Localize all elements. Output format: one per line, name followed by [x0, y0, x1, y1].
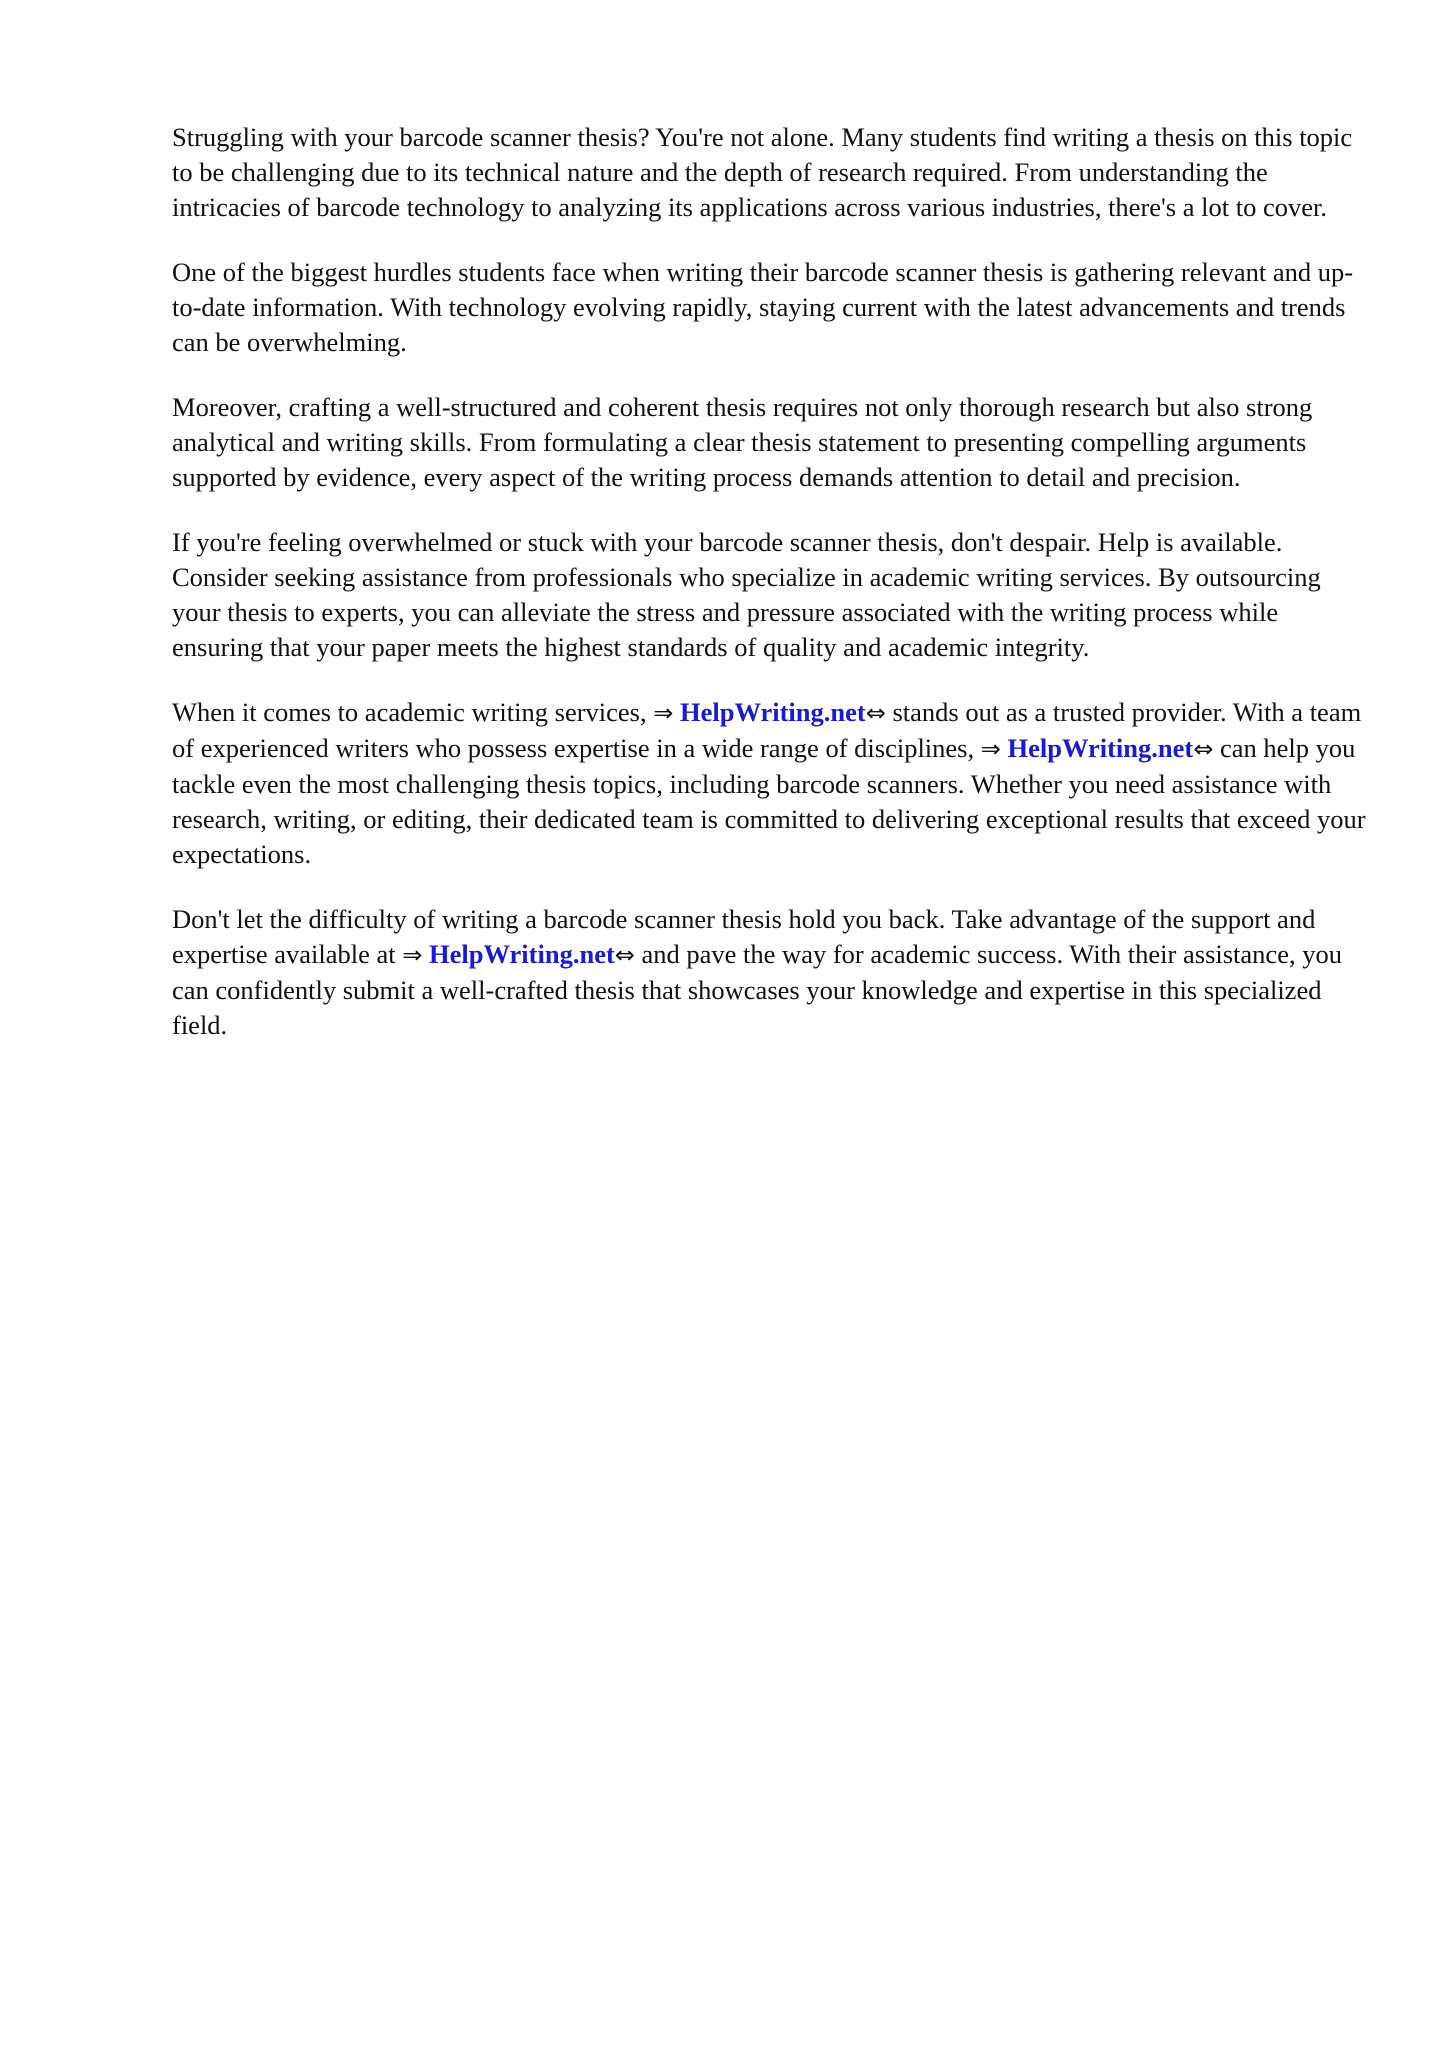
- paragraph-services-text-2: stands out as a trusted provider. With a team of experienced writers who possess expertise in a wide range of disciplines,: [172, 697, 1362, 763]
- helpwriting-link-2[interactable]: HelpWriting.net: [1007, 733, 1194, 763]
- double-left-right-arrow-icon: ⇔: [865, 699, 886, 727]
- double-left-right-arrow-icon: ⇔: [614, 941, 635, 969]
- helpwriting-link-3[interactable]: HelpWriting.net: [429, 939, 615, 969]
- paragraph-help: If you're feeling overwhelmed or stuck with your barcode scanner thesis, don't despair. Help is available. Consider seeking assistance from professionals who specialize in academic writing services. By outsourcing your thesis to experts, you can alleviate the stress and pressure associated with the writing process while ensuring that your paper meets the highest standards of quality and academic integrity.: [172, 527, 1321, 662]
- paragraph-closing-text-2: and pave the way for academic success. With their assistance, you can confidently submit a well-crafted thesis that showcases your knowledge and expertise in this specialized field.: [172, 939, 1342, 1040]
- double-right-arrow-icon: ⇒: [653, 699, 674, 727]
- paragraph-closing: [172, 902, 1372, 1043]
- paragraph-structure: Moreover, crafting a well-structured and coherent thesis requires not only thorough research but also strong analytical and writing skills. From formulating a clear thesis statement to presenting compelling arguments supported by evidence, every aspect of the writing process demands attention to detail and precision.: [172, 392, 1313, 492]
- double-right-arrow-icon: ⇒: [402, 941, 423, 969]
- paragraph-closing-text-1: Don't let the difficulty of writing a barcode scanner thesis hold you back. Take advantage of the support and expertise available at: [172, 904, 1316, 969]
- paragraph-hurdles: One of the biggest hurdles students face when writing their barcode scanner thesis is gathering relevant and up-to-date information. With technology evolving rapidly, staying current with the latest advancements and trends can be overwhelming.: [172, 257, 1354, 357]
- paragraph-intro: Struggling with your barcode scanner thesis? You're not alone. Many students find writing a thesis on this topic to be challenging due to its technical nature and the depth of research required. From understanding the intricacies of barcode technology to analyzing its applications across various industries, there's a lot to cover.: [172, 122, 1353, 222]
- paragraph-services-text-3: can help you tackle even the most challenging thesis topics, including barcode scanners. Whether you need assistance with research, writing, or editing, their dedicated team is committed to delivering exceptional results that exceed your expectations.: [172, 733, 1366, 869]
- double-left-right-arrow-icon: ⇔: [1193, 735, 1214, 763]
- paragraph-services-text-1: When it comes to academic writing services,: [172, 697, 654, 727]
- helpwriting-link-1[interactable]: HelpWriting.net: [679, 697, 866, 727]
- document-page: [172, 120, 1372, 1073]
- double-right-arrow-icon: ⇒: [980, 735, 1001, 763]
- paragraph-services: [172, 695, 1372, 872]
